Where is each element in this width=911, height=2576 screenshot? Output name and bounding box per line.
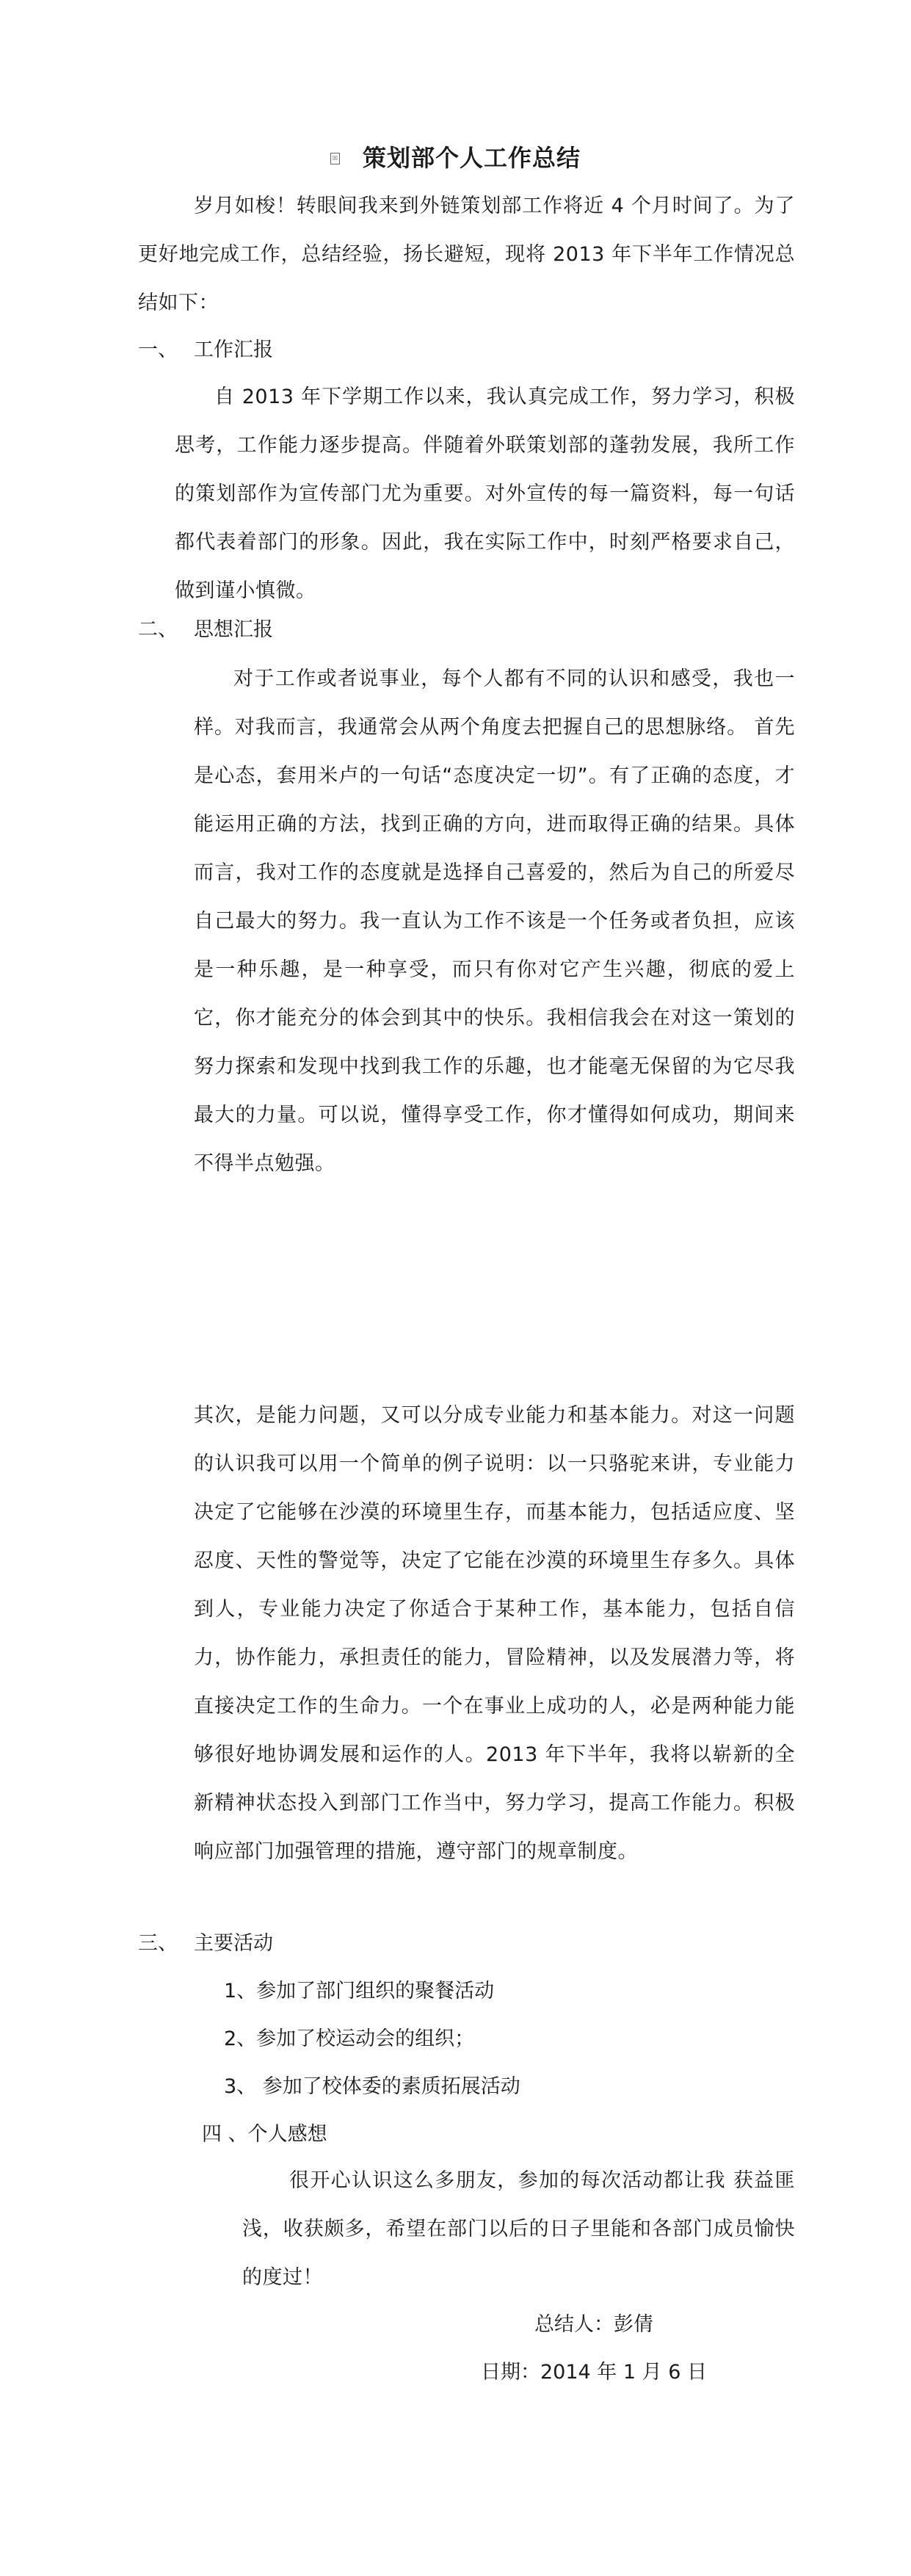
section3-title: 主要活动 — [194, 1932, 273, 1955]
section3-number: 三、 — [138, 1932, 178, 1955]
section2-number: 二、 — [138, 618, 178, 641]
section2-heading — [138, 615, 273, 645]
section4-heading: 四 、个人感想 — [202, 2123, 327, 2146]
signature-author: 总结人：彭倩 — [534, 2313, 653, 2336]
section4-body: 很开心认识这么多朋友，参加的每次活动都让我 获益匪浅，收获颇多，希望在部门以后的日子里能和各部门成员愉快的度过！ — [242, 2169, 795, 2289]
signature-date: 日期：2014 年 1 月 6 日 — [481, 2361, 707, 2384]
section2-body-part1: 对于工作或者说事业，每个人都有不同的认识和感受，我也一样。对我而言，我通常会从两个角度去把握自己的思想脉络。 首先是心态，套用米卢的一句话“态度决定一切”。有了正确的态度，才能运用正确的方法，找到正确的方向，进而取得正确的结果。具体而言，我对工作的态度就是选择自己喜爱的，然后为自己的所爱尽自己最大的努力。我一直认为工作不该是一个任务或者负担，应该是一种乐趣，是一种享受，而只有你对它产生兴趣，彻底的爱上它，你才能充分的体会到其中的快乐。我相信我会在对这一策划的努力探索和发现中找到我工作的乐趣，也才能毫无保留的为它尽我最大的力量。可以说，懂得享受工作，你才懂得如何成功，期间来不得半点勉强。 — [194, 667, 795, 1175]
section1-number: 一、 — [138, 339, 178, 361]
section1-body: 自 2013 年下学期工作以来，我认真完成工作，努力学习，积极思考，工作能力逐步提高。伴随着外联策划部的蓬勃发展，我所工作的策划部作为宣传部门尤为重要。对外宣传的每一篇资料，每一句话都代表着部门的形象。因此，我在实际工作中，时刻严格要求自己，做到谨小慎微。 — [175, 386, 795, 602]
intro-text: 岁月如梭！转眼间我来到外链策划部工作将近 4 个月时间了。为了更好地完成工作，总结经验，扬长避短，现将 2013 年下半年工作情况总结如下： — [138, 195, 795, 314]
page-title: 策划部个人工作总结 — [363, 144, 581, 172]
title-row — [0, 140, 911, 173]
section2-title: 思想汇报 — [194, 618, 273, 641]
activity-item: 2、参加了校运动会的组织； — [224, 2027, 475, 2050]
section2-body-part2: 其次，是能力问题，又可以分成专业能力和基本能力。对这一问题的认识我可以用一个简单的例子说明：以一只骆驼来讲，专业能力决定了它能够在沙漠的环境里生存，而基本能力，包括适应度、坚忍度、天性的警觉等，决定了它能在沙漠的环境里生存多久。具体到人，专业能力决定了你适合于某种工作，基本能力，包括自信力，协作能力，承担责任的能力，冒险精神，以及发展潜力等，将直接决定工作的生命力。一个在事业上成功的人，必是两种能力能够很好地协调发展和运作的人。2013 年下半年，我将以崭新的全新精神状态投入到部门工作当中，努力学习，提高工作能力。积极响应部门加强管理的措施，遵守部门的规章制度。 — [194, 1404, 795, 1863]
checkbox-glyph-icon: ☒ — [330, 153, 340, 164]
activity-item: 3、 参加了校体委的素质拓展活动 — [224, 2075, 520, 2098]
section3-heading — [138, 1929, 273, 1958]
section1-heading — [138, 336, 273, 365]
activity-item: 1、参加了部门组织的聚餐活动 — [224, 1980, 495, 2002]
section1-title: 工作汇报 — [194, 339, 273, 361]
